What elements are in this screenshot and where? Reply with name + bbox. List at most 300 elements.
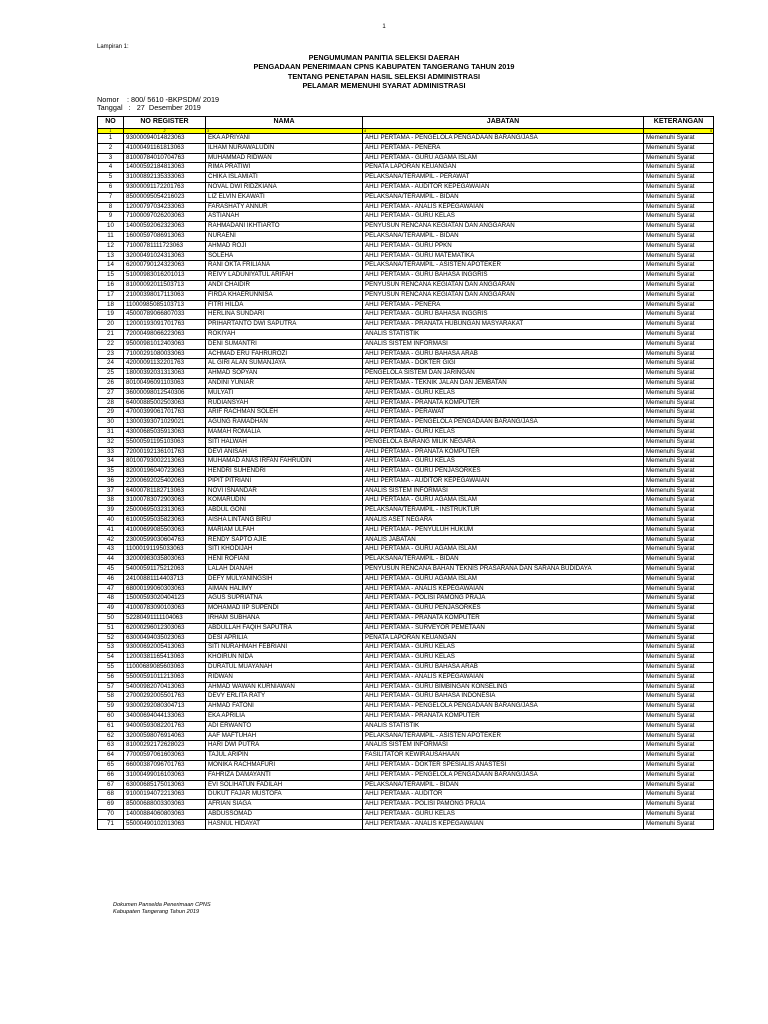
row-number: 32: [98, 437, 124, 447]
position: AHLI PERTAMA - GURU MATEMATIKA: [363, 251, 644, 261]
document-number: Nomor : 800/ 5610 -BKPSDM/ 2019: [97, 95, 220, 104]
applicant-name: RIDWAN: [206, 672, 363, 682]
column-index: 1: [98, 129, 124, 134]
applicant-name: FIRDA KHAERUNNISA: [206, 290, 363, 300]
position: AHLI PERTAMA - GURU KELAS: [363, 653, 644, 663]
remark: Memenuhi Syarat: [644, 516, 714, 526]
remark: Memenuhi Syarat: [644, 241, 714, 251]
row-number: 12: [98, 241, 124, 251]
row-number: 54: [98, 653, 124, 663]
table-row: [98, 192, 714, 202]
position: PENGELOLA SISTEM DAN JARINGAN: [363, 369, 644, 379]
row-number: 56: [98, 672, 124, 682]
table-row: [98, 280, 714, 290]
table-row: [98, 516, 714, 526]
remark: Memenuhi Syarat: [644, 310, 714, 320]
remark: Memenuhi Syarat: [644, 339, 714, 349]
remark: Memenuhi Syarat: [644, 163, 714, 173]
table-row: [98, 741, 714, 751]
row-number: 64: [98, 751, 124, 761]
register-number: 32000983035803063: [124, 555, 206, 565]
register-number: 21000398017113063: [124, 290, 206, 300]
row-number: 58: [98, 692, 124, 702]
remark: Memenuhi Syarat: [644, 594, 714, 604]
remark: Memenuhi Syarat: [644, 378, 714, 388]
position: PENYUSUN RENCANA BAHAN TEKNIS PRASARANA DAN SARANA BUDIDAYA: [363, 565, 644, 575]
table-row: [98, 447, 714, 457]
table-row: [98, 496, 714, 506]
remark: Memenuhi Syarat: [644, 320, 714, 330]
applicant-name: HENDRI SUHENDRI: [206, 467, 363, 477]
remark: Memenuhi Syarat: [644, 182, 714, 192]
register-number: 11000689085603063: [124, 663, 206, 673]
position: PENGELOLA BARANG MILIK NEGARA: [363, 437, 644, 447]
position: PELAKSANA/TERAMPIL - INSTRUKTUR: [363, 506, 644, 516]
row-number: 23: [98, 349, 124, 359]
table-row: [98, 212, 714, 222]
row-number: 24: [98, 359, 124, 369]
row-number: 8: [98, 202, 124, 212]
position: AHLI PERTAMA - AUDITOR: [363, 790, 644, 800]
remark: Memenuhi Syarat: [644, 604, 714, 614]
table-row: [98, 643, 714, 653]
register-number: 12000381165413063: [124, 653, 206, 663]
remark: Memenuhi Syarat: [644, 643, 714, 653]
row-number: 4: [98, 163, 124, 173]
row-number: 69: [98, 800, 124, 810]
applicant-name: AISHA LINTANG BIRU: [206, 516, 363, 526]
table-row: [98, 359, 714, 369]
position: AHLI PERTAMA - PERAWAT: [363, 408, 644, 418]
position: PENYUSUN RENCANA KEGIATAN DAN ANGGARAN: [363, 280, 644, 290]
table-row: [98, 800, 714, 810]
register-number: 66000387096701763: [124, 761, 206, 771]
table-row: [98, 770, 714, 780]
register-number: 23000599030604763: [124, 535, 206, 545]
remark: Memenuhi Syarat: [644, 202, 714, 212]
applicant-name: SOLEHA: [206, 251, 363, 261]
table-row: [98, 614, 714, 624]
remark: Memenuhi Syarat: [644, 565, 714, 575]
row-number: 68: [98, 790, 124, 800]
row-number: 41: [98, 525, 124, 535]
applicant-name: HASNUL HIDAYAT: [206, 819, 363, 829]
applicant-name: CHIKA ISLAMIATI: [206, 173, 363, 183]
position: AHLI PERTAMA - GURU KELAS: [363, 457, 644, 467]
applicant-name: FAHRIZA DAMAYANTI: [206, 770, 363, 780]
remark: Memenuhi Syarat: [644, 173, 714, 183]
register-number: 45000789066807033: [124, 310, 206, 320]
row-number: 7: [98, 192, 124, 202]
applicant-name: DEVY ERLITA RATY: [206, 692, 363, 702]
applicant-name: REIVY LADUNIYATUL ARIFAH: [206, 271, 363, 281]
register-number: 41000491161813063: [124, 143, 206, 153]
applicant-name: AAF MAFTUHAH: [206, 731, 363, 741]
row-number: 52: [98, 633, 124, 643]
applicant-name: EKA APRILIA: [206, 712, 363, 722]
remark: Memenuhi Syarat: [644, 780, 714, 790]
remark: Memenuhi Syarat: [644, 574, 714, 584]
row-number: 14: [98, 261, 124, 271]
title-line: PENGUMUMAN PANITIA SELEKSI DAERAH: [308, 53, 460, 62]
row-number: 31: [98, 427, 124, 437]
position: AHLI PERTAMA - SURVEYOR PEMETAAN: [363, 623, 644, 633]
register-number: 11000985085103713: [124, 300, 206, 310]
footer-line: Kabupaten Tangerang Tahun 2019: [113, 908, 200, 915]
applicant-name: MONIKA RACHMAFURI: [206, 761, 363, 771]
table-row: [98, 418, 714, 428]
position: ANALIS SISTEM INFORMASI: [363, 339, 644, 349]
position: AHLI PERTAMA - ANALIS KEPEGAWAIAN: [363, 819, 644, 829]
page-number: 1: [382, 24, 386, 30]
remark: Memenuhi Syarat: [644, 271, 714, 281]
table-row: [98, 653, 714, 663]
row-number: 43: [98, 545, 124, 555]
applicant-name: ABDULLAH FAQIH SAPUTRA: [206, 623, 363, 633]
row-number: 70: [98, 809, 124, 819]
row-number: 71: [98, 819, 124, 829]
applicant-name: LALAH DIANAH: [206, 565, 363, 575]
row-number: 37: [98, 486, 124, 496]
attachment-label: Lampiran 1:: [97, 44, 129, 50]
position: AHLI PERTAMA - DOKTER SPESIALIS ANASTESI: [363, 761, 644, 771]
applicant-name: LIZ ELVIN EKAWATI: [206, 192, 363, 202]
position: PELAKSANA/TERAMPIL - ASISTEN APOTEKER: [363, 261, 644, 271]
applicant-name: ARIF RACHMAN SOLEH: [206, 408, 363, 418]
remark: Memenuhi Syarat: [644, 800, 714, 810]
table-row: [98, 251, 714, 261]
position: PELAKSANA/TERAMPIL - ASISTEN APOTEKER: [363, 731, 644, 741]
register-number: 16000597086913063: [124, 231, 206, 241]
position: ANALIS ASET NEGARA: [363, 516, 644, 526]
register-number: 51000983016201013: [124, 271, 206, 281]
table-row: [98, 300, 714, 310]
remark: Memenuhi Syarat: [644, 359, 714, 369]
row-number: 3: [98, 153, 124, 163]
position: AHLI PERTAMA - GURU PENJASORKES: [363, 604, 644, 614]
register-number: 72000192136101763: [124, 447, 206, 457]
applicant-name: FARASHATY ANNUR: [206, 202, 363, 212]
position: AHLI PERTAMA - PENGELOLA PENGADAAN BARANG/JASA: [363, 418, 644, 428]
register-number: 62000790124323063: [124, 261, 206, 271]
position: AHLI PERTAMA - PENERA: [363, 143, 644, 153]
position: AHLI PERTAMA - GURU BIMBINGAN KONSELING: [363, 682, 644, 692]
title-line: PENGADAAN PENERIMAAN CPNS KABUPATEN TANGERANG TAHUN 2019: [253, 62, 515, 72]
table-row: [98, 163, 714, 173]
table-row: [98, 457, 714, 467]
table-row: [98, 790, 714, 800]
applicant-name: RAHMADANI IKHTIARTO: [206, 222, 363, 232]
document-date: Tanggal : 27 Desember 2019: [97, 103, 201, 112]
position: AHLI PERTAMA - GURU BAHASA INGGRIS: [363, 271, 644, 281]
register-number: 11000191195033063: [124, 545, 206, 555]
position: AHLI PERTAMA - ANALIS KEPEGAWAIAN: [363, 672, 644, 682]
table-row: [98, 819, 714, 829]
applicant-name: HENI ROFIANI: [206, 555, 363, 565]
register-number: 61000595035823063: [124, 516, 206, 526]
col-header-name: NAMA: [206, 117, 363, 129]
remark: Memenuhi Syarat: [644, 525, 714, 535]
applicant-name: RANI OKTA FRILIANA: [206, 261, 363, 271]
register-number: 47000399061701763: [124, 408, 206, 418]
position: FASILITATOR KEWIRAUSAHAAN: [363, 751, 644, 761]
row-number: 2: [98, 143, 124, 153]
row-number: 28: [98, 398, 124, 408]
table-row: [98, 378, 714, 388]
table-row: [98, 408, 714, 418]
table-row: [98, 604, 714, 614]
position: PELAKSANA/TERAMPIL - BIDAN: [363, 780, 644, 790]
column-index: 5: [644, 129, 714, 134]
applicant-name: ILHAM NURAWALUDIN: [206, 143, 363, 153]
position: PELAKSANA/TERAMPIL - BIDAN: [363, 231, 644, 241]
row-number: 60: [98, 712, 124, 722]
col-header-remark: KETERANGAN: [644, 117, 714, 129]
row-number: 11: [98, 231, 124, 241]
column-index: 2: [124, 129, 206, 134]
applicant-name: SITI HALWAH: [206, 437, 363, 447]
register-number: 95000981012403063: [124, 339, 206, 349]
register-number: 80100793002213063: [124, 457, 206, 467]
applicant-name: DENI SUMANTRI: [206, 339, 363, 349]
remark: Memenuhi Syarat: [644, 496, 714, 506]
applicant-name: AFRIAN SIAGA: [206, 800, 363, 810]
row-number: 63: [98, 741, 124, 751]
document-footer: [113, 902, 211, 915]
col-header-position: JABATAN: [363, 117, 644, 129]
applicant-name: HARI DWI PUTRA: [206, 741, 363, 751]
register-number: 24100881114403713: [124, 574, 206, 584]
register-number: 93000292080304713: [124, 702, 206, 712]
row-number: 53: [98, 643, 124, 653]
table-row: [98, 339, 714, 349]
row-number: 10: [98, 222, 124, 232]
position: AHLI PERTAMA - TEKNIK JALAN DAN JEMBATAN: [363, 378, 644, 388]
table-row: [98, 692, 714, 702]
remark: Memenuhi Syarat: [644, 261, 714, 271]
register-number: 43000685035913063: [124, 427, 206, 437]
register-number: 14000884060803063: [124, 809, 206, 819]
register-number: 82000196040723063: [124, 467, 206, 477]
position: AHLI PERTAMA - GURU PENJASORKES: [363, 467, 644, 477]
register-number: 12000193091701763: [124, 320, 206, 330]
applicant-name: ADI ERWANTO: [206, 721, 363, 731]
remark: Memenuhi Syarat: [644, 437, 714, 447]
position: PELAKSANA/TERAMPIL - PERAWAT: [363, 173, 644, 183]
position: AHLI PERTAMA - POLISI PAMONG PRAJA: [363, 594, 644, 604]
applicant-name: DUKUT FAJAR MUSTOFA: [206, 790, 363, 800]
register-number: 54000591175212063: [124, 565, 206, 575]
row-number: 35: [98, 467, 124, 477]
remark: Memenuhi Syarat: [644, 809, 714, 819]
remark: Memenuhi Syarat: [644, 192, 714, 202]
row-number: 40: [98, 516, 124, 526]
table-row: [98, 751, 714, 761]
row-number: 50: [98, 614, 124, 624]
position: AHLI PERTAMA - GURU BAHASA INDONESIA: [363, 692, 644, 702]
table-row: [98, 702, 714, 712]
table-row: [98, 310, 714, 320]
register-number: 94000593082201763: [124, 721, 206, 731]
register-number: 12000797034233063: [124, 202, 206, 212]
register-number: 63000685175013063: [124, 780, 206, 790]
remark: Memenuhi Syarat: [644, 134, 714, 144]
table-row: [98, 682, 714, 692]
position: AHLI PERTAMA - GURU KELAS: [363, 809, 644, 819]
table-row: [98, 809, 714, 819]
remark: Memenuhi Syarat: [644, 280, 714, 290]
row-number: 36: [98, 476, 124, 486]
applicant-name: MUHAMMAD RIDWAN: [206, 153, 363, 163]
table-row: [98, 222, 714, 232]
remark: Memenuhi Syarat: [644, 633, 714, 643]
register-number: 81000784010704763: [124, 153, 206, 163]
applicant-name: SITI NURAHMAH FEBRIANI: [206, 643, 363, 653]
table-row: [98, 398, 714, 408]
footer-line: Dokumen Panselda Penerimaan CPNS: [113, 902, 211, 908]
table-row: [98, 182, 714, 192]
position: AHLI PERTAMA - PRANATA KOMPUTER: [363, 614, 644, 624]
table-row: [98, 476, 714, 486]
table-row: [98, 388, 714, 398]
register-number: 25000695032313063: [124, 506, 206, 516]
applicant-name: ANDI CHAIDIR: [206, 280, 363, 290]
row-number: 65: [98, 761, 124, 771]
applicant-name: MARIAM ULFAH: [206, 525, 363, 535]
table-row: [98, 467, 714, 477]
register-number: 85000688003303063: [124, 800, 206, 810]
applicant-name: MUHAMAD ANAS IRFAN FAHRUDIN: [206, 457, 363, 467]
remark: Memenuhi Syarat: [644, 408, 714, 418]
table-row: [98, 241, 714, 251]
table-row: [98, 574, 714, 584]
register-number: 13000393071029021: [124, 418, 206, 428]
register-number: 36000098012540306: [124, 388, 206, 398]
table-row: [98, 535, 714, 545]
table-row: [98, 712, 714, 722]
position: PELAKSANA/TERAMPIL - BIDAN: [363, 192, 644, 202]
applicant-name: ANDINI YUNIAR: [206, 378, 363, 388]
row-number: 18: [98, 300, 124, 310]
row-number: 22: [98, 339, 124, 349]
applicant-name: HERLINA SUNDARI: [206, 310, 363, 320]
remark: Memenuhi Syarat: [644, 388, 714, 398]
applicant-name: DESI APRILIA: [206, 633, 363, 643]
register-number: 55000490102013063: [124, 819, 206, 829]
remark: Memenuhi Syarat: [644, 761, 714, 771]
remark: Memenuhi Syarat: [644, 741, 714, 751]
register-number: 14000592184813063: [124, 163, 206, 173]
register-number: 64000781182713063: [124, 486, 206, 496]
table-row: [98, 173, 714, 183]
register-number: 68000199060303063: [124, 584, 206, 594]
register-number: 63000494035023063: [124, 633, 206, 643]
row-number: 17: [98, 290, 124, 300]
register-number: 72000498066223063: [124, 329, 206, 339]
register-number: 52280491111104063: [124, 614, 206, 624]
table-row: [98, 427, 714, 437]
remark: Memenuhi Syarat: [644, 212, 714, 222]
position: ANALIS SISTEM INFORMASI: [363, 741, 644, 751]
applicant-name: TAJUL ARIPIN: [206, 751, 363, 761]
position: AHLI PERTAMA - PRANATA KOMPUTER: [363, 398, 644, 408]
table-row: [98, 721, 714, 731]
position: AHLI PERTAMA - PRANATA KOMPUTER: [363, 712, 644, 722]
position: AHLI PERTAMA - GURU KELAS: [363, 212, 644, 222]
position: AHLI PERTAMA - POLISI PAMONG PRAJA: [363, 800, 644, 810]
row-number: 25: [98, 369, 124, 379]
applicant-name: AHMAD SOPYAN: [206, 369, 363, 379]
register-number: 93000094014823063: [124, 134, 206, 144]
results-table: [97, 116, 714, 830]
row-number: 33: [98, 447, 124, 457]
position: AHLI PERTAMA - PENERA: [363, 300, 644, 310]
register-number: 41000783090103063: [124, 604, 206, 614]
table-row: [98, 594, 714, 604]
applicant-name: FITRI HILDA: [206, 300, 363, 310]
applicant-name: ABDUL GONI: [206, 506, 363, 516]
register-number: 91000194072213063: [124, 790, 206, 800]
remark: Memenuhi Syarat: [644, 663, 714, 673]
row-number: 48: [98, 594, 124, 604]
position: ANALIS SISTEM INFORMASI: [363, 486, 644, 496]
applicant-name: MULYATI: [206, 388, 363, 398]
remark: Memenuhi Syarat: [644, 672, 714, 682]
position: AHLI PERTAMA - GURU PPKN: [363, 241, 644, 251]
position: ANALIS STATISTIK: [363, 721, 644, 731]
remark: Memenuhi Syarat: [644, 751, 714, 761]
table-row: [98, 369, 714, 379]
position: AHLI PERTAMA - GURU KELAS: [363, 643, 644, 653]
remark: Memenuhi Syarat: [644, 545, 714, 555]
applicant-name: EVI SOLIHATUN FADILAH: [206, 780, 363, 790]
table-row: [98, 437, 714, 447]
remark: Memenuhi Syarat: [644, 731, 714, 741]
table-row: [98, 663, 714, 673]
register-number: 32000491024313063: [124, 251, 206, 261]
register-number: 81000092011503713: [124, 280, 206, 290]
row-number: 46: [98, 574, 124, 584]
title-line: PELAMAR MEMENUHI SYARAT ADMINISTRASI: [302, 81, 466, 91]
register-number: 71000097026203063: [124, 212, 206, 222]
register-number: 55000591011213063: [124, 672, 206, 682]
remark: Memenuhi Syarat: [644, 231, 714, 241]
title-line: TENTANG PENETAPAN HASIL SELEKSI ADMINISTRASI: [287, 71, 481, 81]
position: AHLI PERTAMA - AUDITOR KEPEGAWAIAN: [363, 476, 644, 486]
table-row: [98, 672, 714, 682]
applicant-name: PIPIT PITRIANI: [206, 476, 363, 486]
column-index: 3: [206, 129, 363, 134]
applicant-name: AHMAD FATONI: [206, 702, 363, 712]
column-index: 4: [363, 129, 644, 134]
register-number: 55000591195103063: [124, 437, 206, 447]
row-number: 67: [98, 780, 124, 790]
position: AHLI PERTAMA - GURU BAHASA ARAB: [363, 663, 644, 673]
position: AHLI PERTAMA - PRANATA KOMPUTER: [363, 447, 644, 457]
remark: Memenuhi Syarat: [644, 692, 714, 702]
table-row: [98, 261, 714, 271]
table-row: [98, 506, 714, 516]
applicant-name: NOVAL DWI RIDZKIANA: [206, 182, 363, 192]
row-number: 29: [98, 408, 124, 418]
table-row: [98, 486, 714, 496]
remark: Memenuhi Syarat: [644, 143, 714, 153]
table-row: [98, 525, 714, 535]
remark: Memenuhi Syarat: [644, 702, 714, 712]
row-number: 19: [98, 310, 124, 320]
position: AHLI PERTAMA - GURU AGAMA ISLAM: [363, 574, 644, 584]
table-row: [98, 761, 714, 771]
